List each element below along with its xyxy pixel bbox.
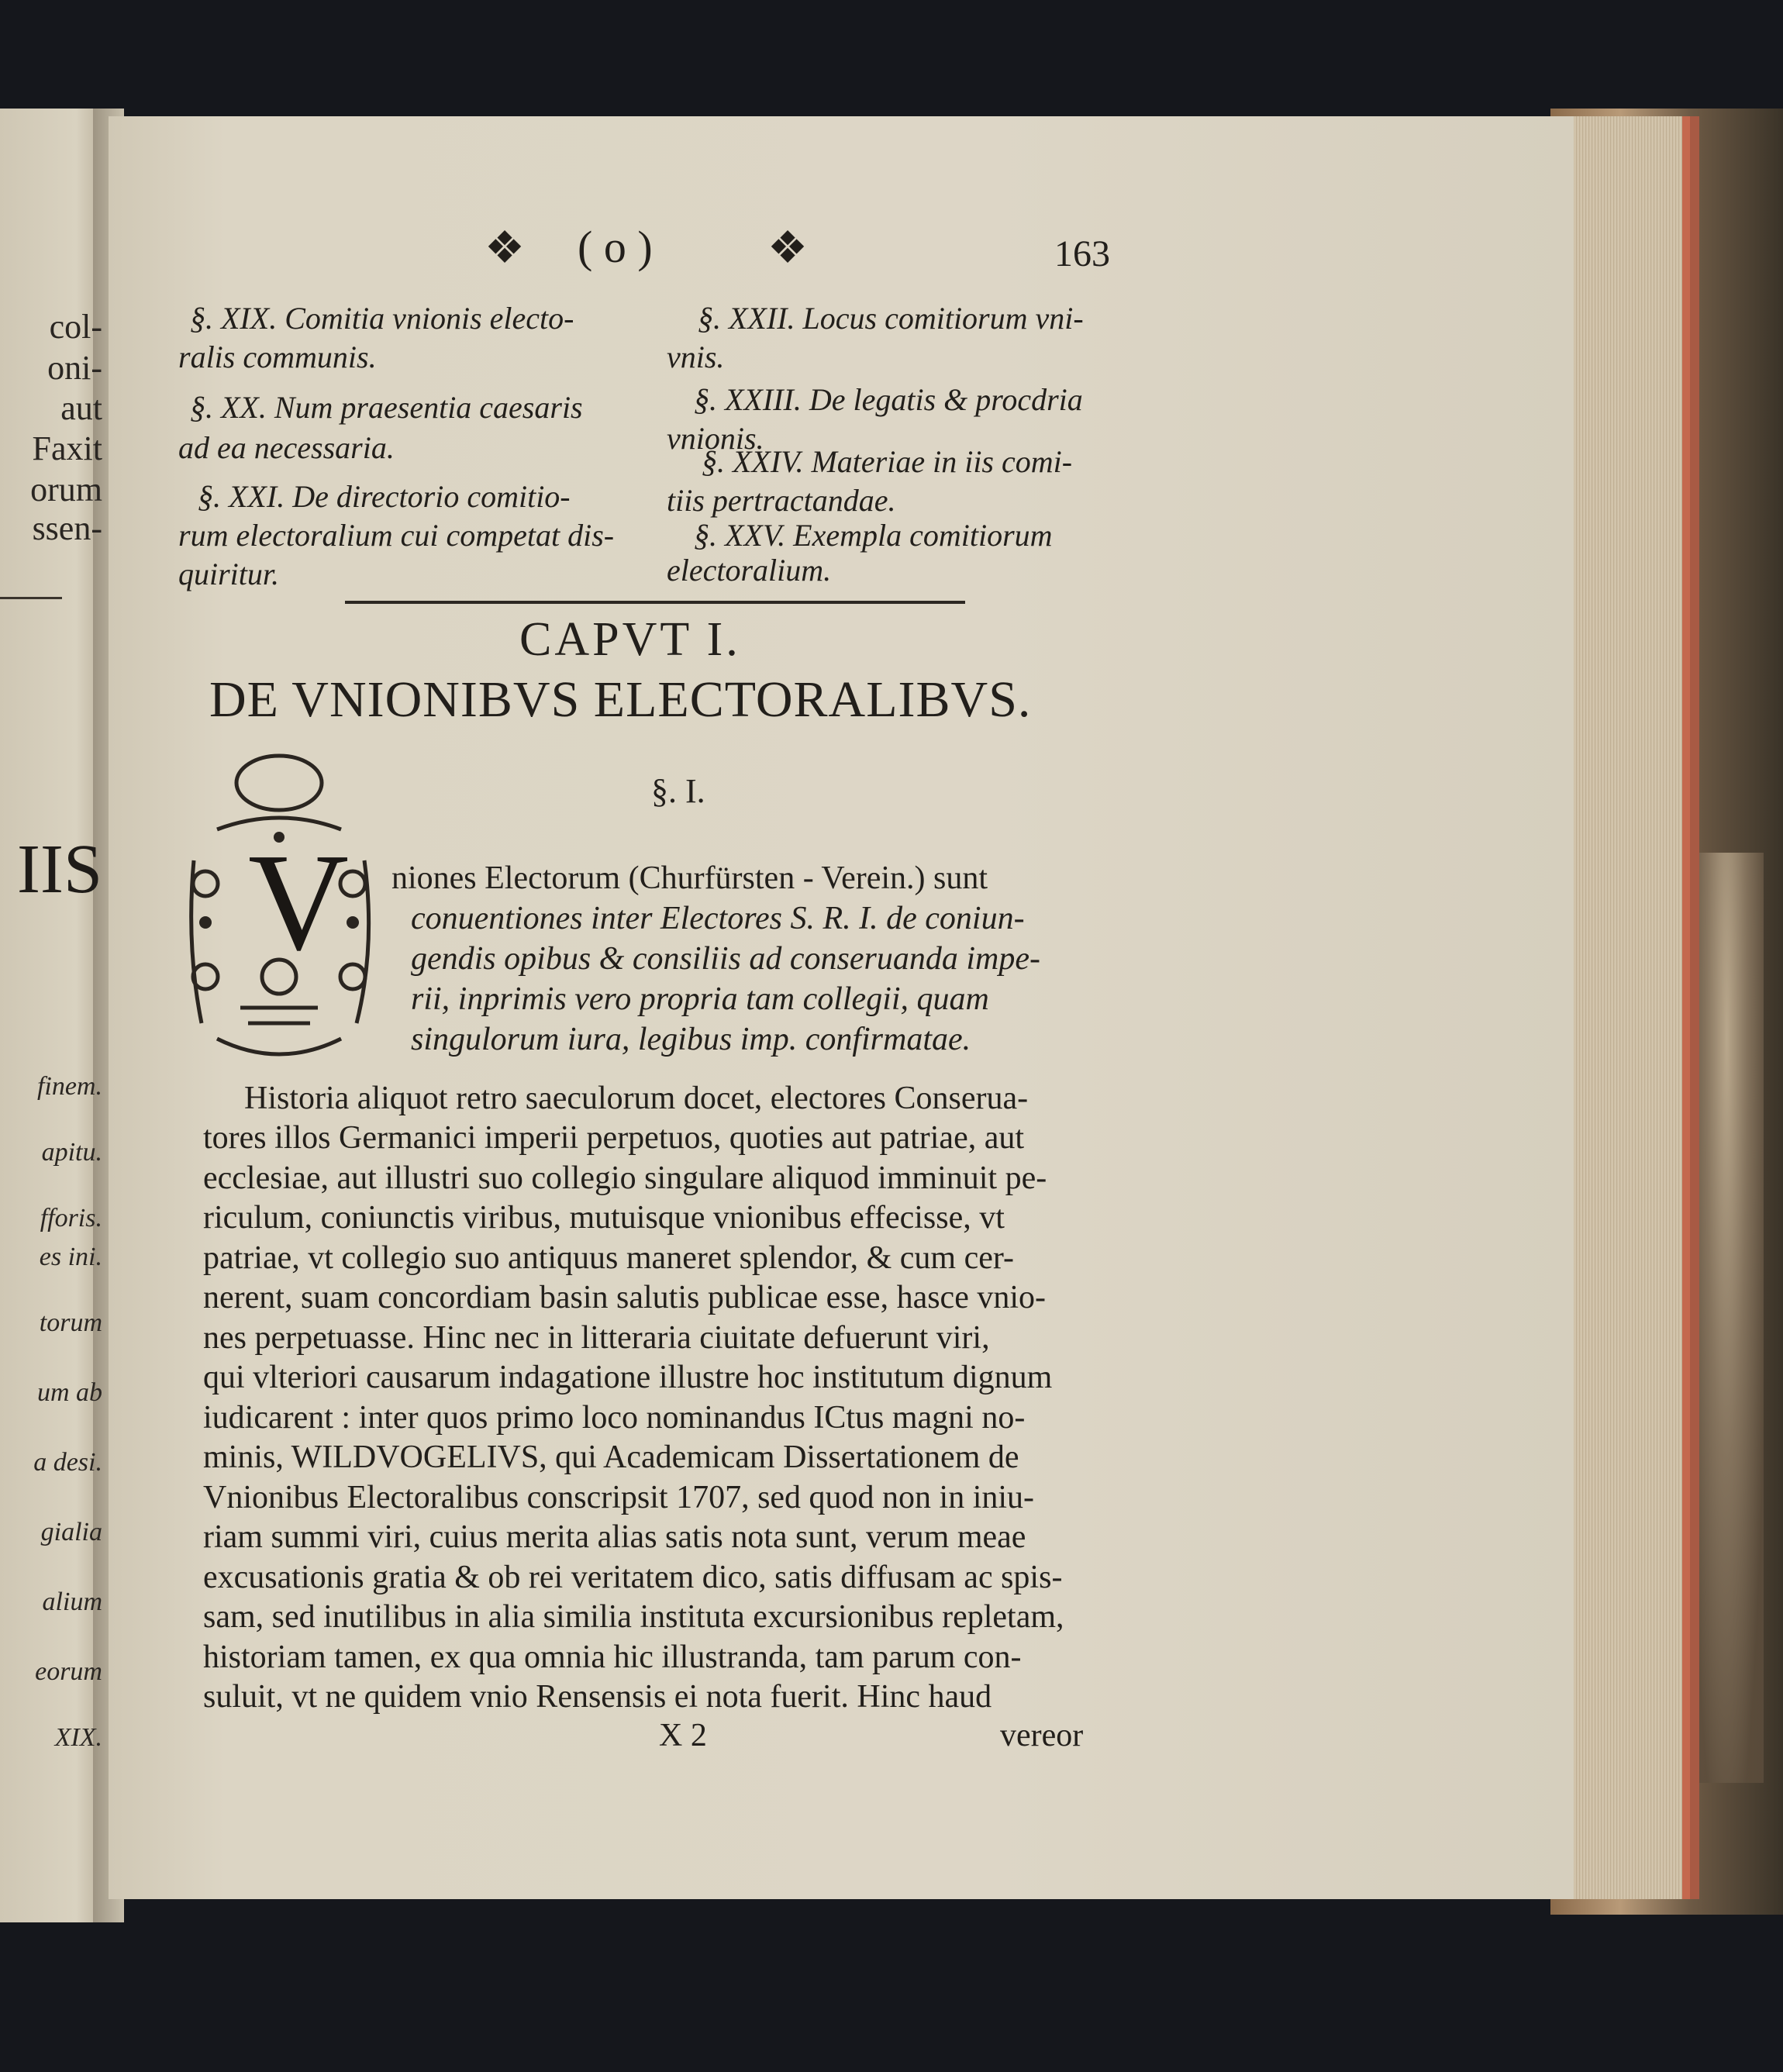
toc-line: §. XXIV. Materiae in iis comi- [702, 444, 1073, 479]
ornament-left-icon: ❖ [485, 222, 525, 273]
left-rule [0, 597, 62, 599]
toc-line: ad ea necessaria. [178, 430, 395, 465]
toc-line: §. XXV. Exempla comitiorum [694, 518, 1053, 553]
body-line: patriae, vt collegio suo antiquus maneret splendor, & cum cer- [203, 1240, 1014, 1276]
marbled-board [1690, 853, 1764, 1783]
intro-line: rii, inprimis vero propria tam collegii, quam [411, 981, 989, 1017]
body-line: sam, sed inutilibus in alia similia instituta excursionibus repletam, [203, 1599, 1064, 1635]
left-word: aut [60, 389, 102, 427]
left-italic-word: a desi. [33, 1448, 102, 1477]
left-word: ssen- [32, 509, 102, 547]
left-italic-word: um ab [36, 1378, 102, 1407]
initial-letter: V [248, 825, 349, 979]
toc-line: electoralium. [667, 553, 832, 588]
body-line: Vnionibus Electoralibus conscripsit 1707, sed quod non in iniu- [203, 1480, 1035, 1515]
chapter-title: DE VNIONIBVS ELECTORALIBVS. [209, 671, 1032, 728]
body-line: nerent, suam concordiam basin salutis publicae esse, hasce vnio- [203, 1280, 1046, 1315]
left-italic-word: alium [42, 1588, 102, 1616]
body-line: suluit, vt ne quidem vnio Rensensis ei nota fuerit. Hinc haud [203, 1679, 992, 1715]
body-line: minis, WILDVOGELIVS, qui Academicam Dissertationem de [203, 1439, 1019, 1475]
left-word: col- [49, 308, 102, 346]
toc-line: §. XXII. Locus comitiorum vni- [698, 301, 1084, 336]
page-block-edge [1558, 116, 1690, 1899]
body-line: tores illos Germanici imperii perpetuos, quoties aut patriae, aut [203, 1120, 1025, 1156]
body-line: qui vlteriori causarum indagatione illustre hoc institutum dignum [203, 1360, 1053, 1395]
intro-line: gendis opibus & consiliis ad conseruanda impe- [411, 941, 1040, 977]
body-line: iudicarent : inter quos primo loco nominandus ICtus magni no- [203, 1400, 1026, 1436]
left-italic-word: eorum [35, 1657, 102, 1686]
intro-line: niones Electorum (Churfürsten - Verein.) sunt [391, 860, 988, 896]
left-italic-word: apitu. [41, 1138, 102, 1167]
toc-line: tiis pertractandae. [667, 483, 896, 518]
intro-line: singulorum iura, legibus imp. confirmatae. [411, 1022, 971, 1057]
left-word: orum [30, 471, 102, 509]
left-italic-word: fforis. [40, 1204, 102, 1233]
toc-line: rum electoralium cui competat dis- [178, 518, 615, 553]
left-italic-word: gialia [40, 1518, 102, 1546]
ornament-right-icon: ❖ [767, 222, 808, 273]
left-word: oni- [47, 349, 102, 387]
toc-line: vnionis. [667, 421, 764, 456]
divider-rule [345, 601, 965, 604]
body-line: historiam tamen, ex qua omnia hic illustranda, tam parum con- [203, 1639, 1022, 1675]
section-mark: §. I. [651, 772, 705, 810]
page-number: 163 [1054, 233, 1110, 274]
toc-line: ralis communis. [178, 340, 377, 374]
toc-line: §. XXI. De directorio comitio- [198, 479, 571, 514]
toc-line: §. XIX. Comitia vnionis electo- [190, 301, 574, 336]
body-line: excusationis gratia & ob rei veritatem dico, satis diffusam ac spis- [203, 1560, 1063, 1595]
toc-line: vnis. [667, 340, 725, 374]
left-big-letters: IIS [17, 831, 102, 908]
left-italic-word: es ini. [39, 1243, 102, 1271]
left-italic-word: finem. [36, 1072, 102, 1101]
left-italic-word: XIX. [54, 1723, 102, 1752]
body-line: nes perpetuasse. Hinc nec in litteraria ciuitate defuerunt viri, [203, 1320, 990, 1356]
body-line: Historia aliquot retro saeculorum docet, electores Conserua- [244, 1081, 1029, 1116]
toc-line: §. XX. Num praesentia caesaris [190, 390, 583, 425]
toc-line: §. XXIII. De legatis & procdria [694, 382, 1083, 417]
signature-mark: X 2 [659, 1718, 707, 1753]
left-italic-word: torum [39, 1308, 102, 1337]
header-center: ( o ) [578, 222, 653, 272]
body-line: riculum, coniunctis viribus, mutuisque vnionibus effecisse, vt [203, 1200, 1005, 1236]
body-line: ecclesiae, aut illustri suo collegio singulare aliquod imminuit pe- [203, 1160, 1047, 1196]
toc-line: quiritur. [178, 557, 280, 591]
body-line: riam summi viri, cuius merita alias satis nota sunt, verum meae [203, 1519, 1026, 1555]
left-word: Faxit [32, 429, 102, 467]
caput-heading: CAPVT I. [519, 613, 741, 666]
catchword: vereor [1000, 1718, 1084, 1753]
intro-line: conuentiones inter Electores S. R. I. de coniun- [411, 901, 1025, 936]
